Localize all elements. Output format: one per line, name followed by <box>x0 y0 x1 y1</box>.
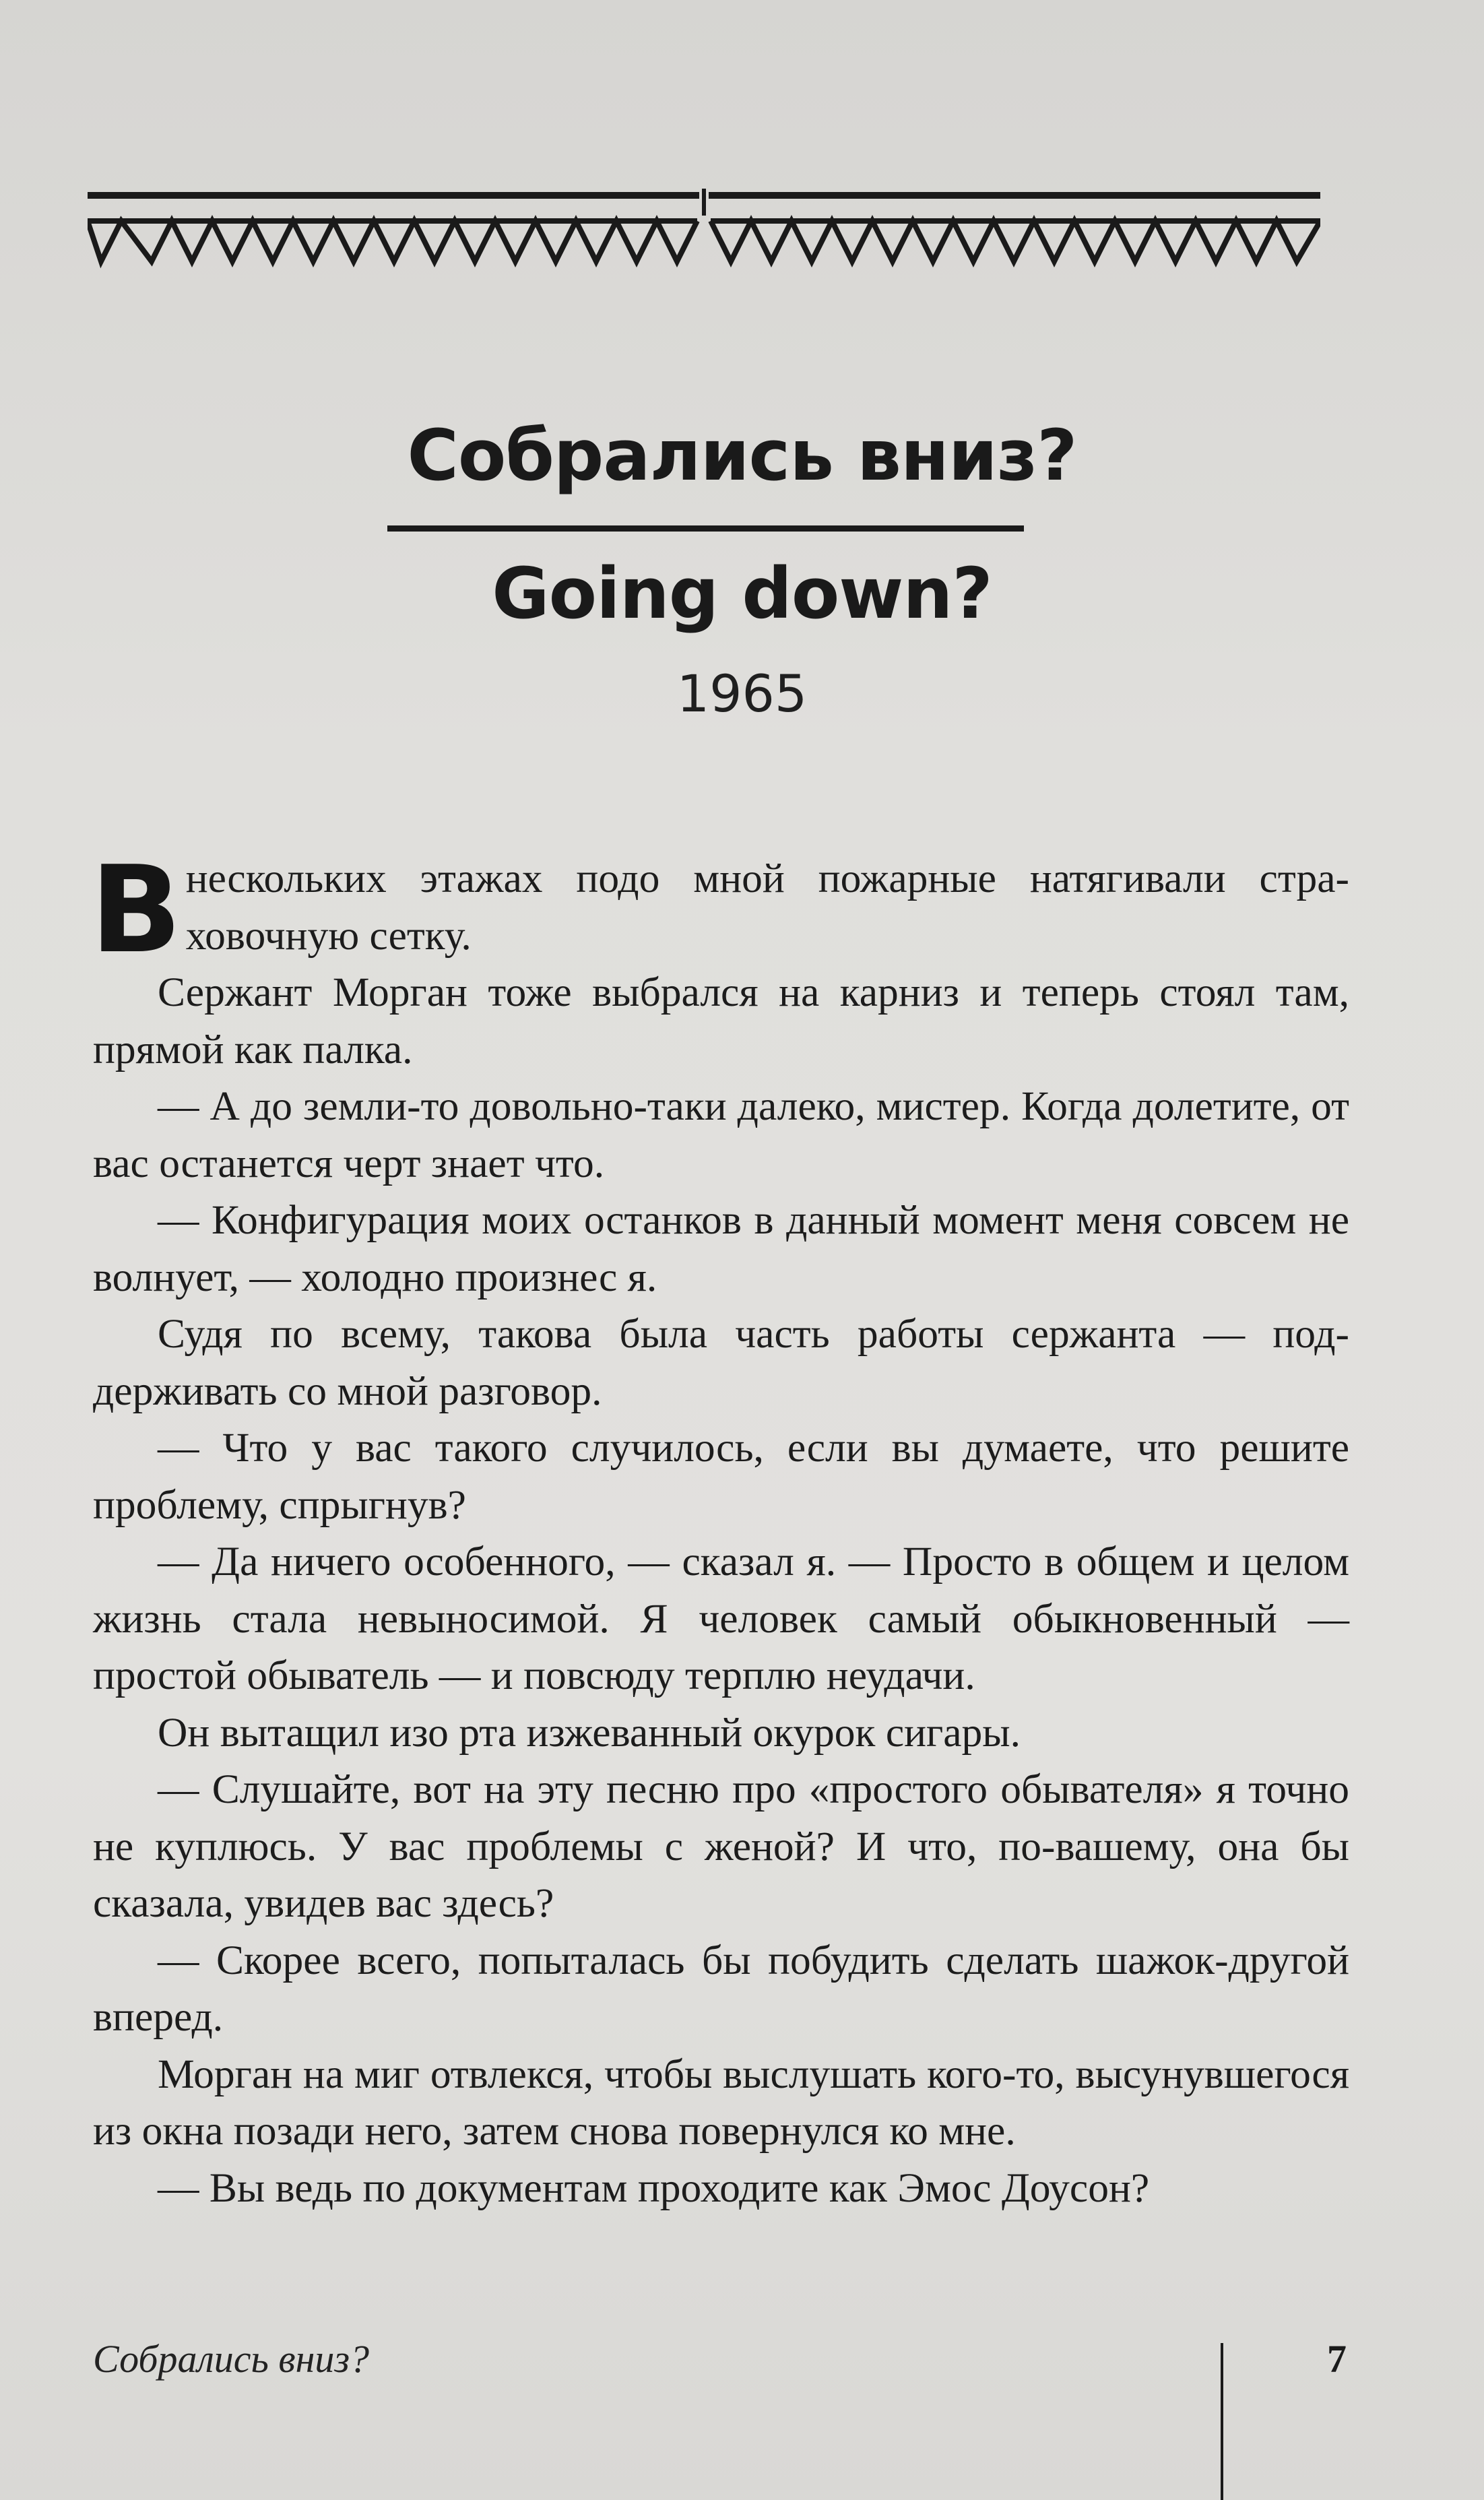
ornament-zigzag-right <box>711 221 1320 261</box>
paragraph <box>90 840 1349 980</box>
chapter-year: 1965 <box>676 664 808 724</box>
ornament-zigzag-left <box>88 221 697 261</box>
page-number: 7 <box>1327 2337 1347 2381</box>
paragraph: — Конфигурация моих останков в данный момент меня совсем не волнует, — холодно произнес я. <box>93 1197 1349 1300</box>
footer-divider <box>1221 2343 1223 2500</box>
paragraph-text: нескольких этажах подо мной пожарные натягивали страховочную сетку. <box>185 856 1349 959</box>
chapter-title-english: Going down? <box>492 552 992 635</box>
paragraph: — А до земли-то довольно-таки далеко, мистер. Когда долетите, от вас останется черт знает что. <box>93 1083 1349 1186</box>
chapter-body <box>90 840 1349 2216</box>
paragraph: — Скорее всего, попыталась бы побудить сделать шажок-другой вперед. <box>93 1937 1349 2040</box>
chapter-ornament <box>88 189 1320 283</box>
title-divider-rule <box>387 525 1024 532</box>
paragraph: — Вы ведь по документам проходите как Эмос Доусон? <box>158 2165 1150 2211</box>
paragraph: — Слушайте, вот на эту песню про «простого обывателя» я точно не куплюсь. У вас проблемы с женой? И что, по-вашему, она бы сказала, увидев вас здесь? <box>93 1766 1349 1926</box>
running-footer-title: Собрались вниз? <box>93 2337 369 2381</box>
drop-cap: В <box>90 840 182 980</box>
paragraph: Судя по всему, такова была часть работы сержанта — поддерживать со мной разговор. <box>93 1311 1349 1414</box>
paragraph: Он вытащил изо рта изжеванный окурок сигары. <box>158 1709 1021 1756</box>
paragraph: — Что у вас такого случилось, если вы думаете, что решите проблему, спрыгнув? <box>93 1425 1349 1528</box>
paragraph: — Да ничего особенного, — сказал я. — Просто в общем и целом жизнь стала невыносимой. Я человек самый обыкновенный — простой обыватель — и повсюду терплю неудачи. <box>93 1539 1349 1698</box>
chapter-title-russian: Собрались вниз? <box>407 414 1077 496</box>
paragraph: Морган на миг отвлекся, чтобы выслушать кого-то, высунувшегося из окна позади него, затем снова повернулся ко мне. <box>93 2051 1349 2154</box>
paragraph: Сержант Морган тоже выбрался на карниз и теперь стоял там, прямой как палка. <box>93 969 1349 1072</box>
